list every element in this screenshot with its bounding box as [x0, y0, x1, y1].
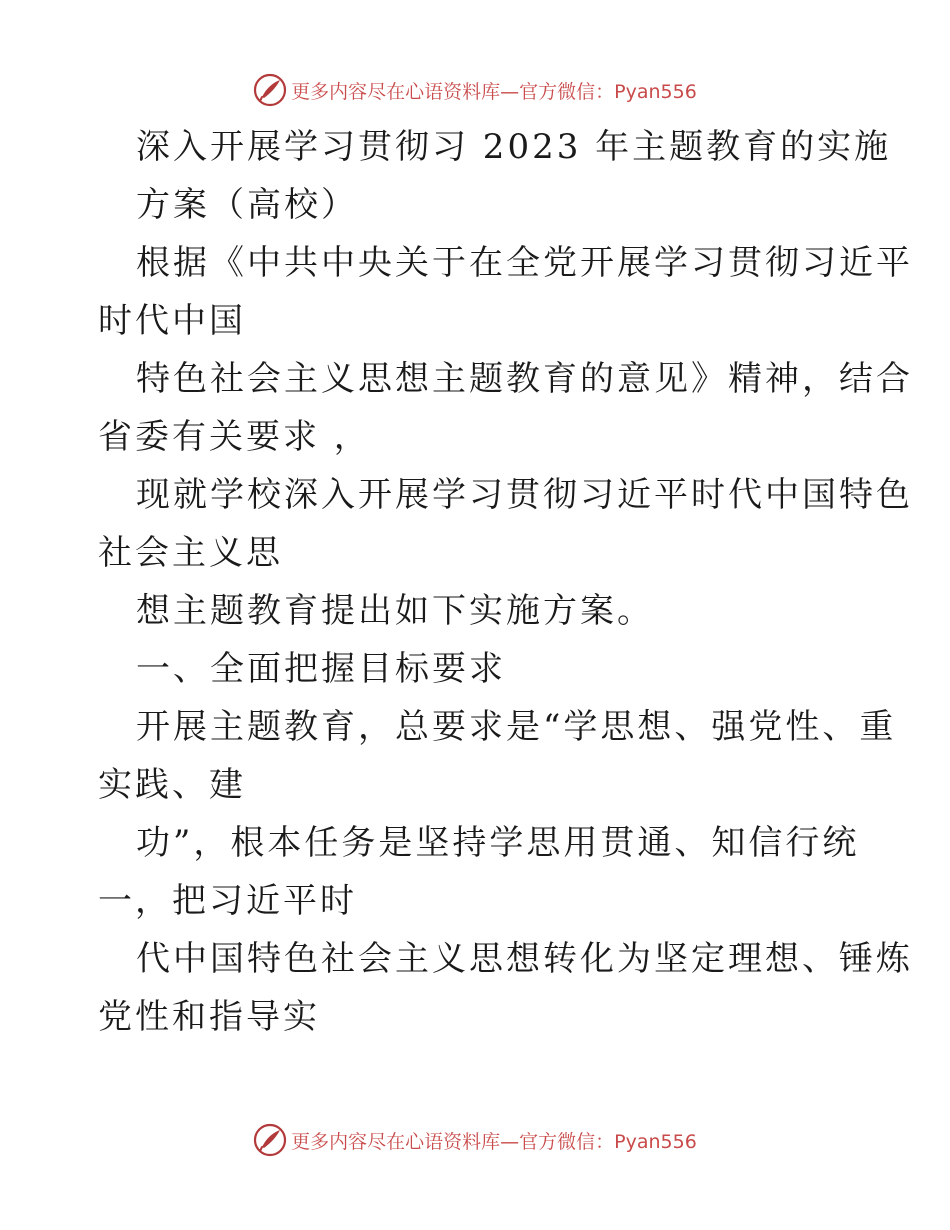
paragraph-line: 代中国特色社会主义思想转化为坚定理想、锤炼: [136, 939, 913, 979]
watermark-header: [0, 70, 950, 110]
paragraph-line: 功”，根本任务是坚持学思用贯通、知信行统: [136, 823, 860, 863]
watermark-text: 更多内容尽在心语资料库—官方微信：Pyan556: [291, 80, 697, 103]
paragraph-line: 社会主义思: [98, 533, 283, 573]
paragraph-line: 根据《中共中央关于在全党开展学习贯彻习近平: [136, 243, 913, 283]
paragraph-line: 一，把习近平时: [98, 881, 357, 921]
paragraph-line: 实践、建: [98, 765, 246, 805]
quill-logo-icon: [253, 73, 287, 107]
document-body: [98, 118, 913, 1046]
doc-title-line-1: 深入开展学习贯彻习 2023 年主题教育的实施: [136, 127, 892, 167]
watermark-text: 更多内容尽在心语资料库—官方微信：Pyan556: [291, 1130, 697, 1153]
paragraph-line: 现就学校深入开展学习贯彻习近平时代中国特色: [136, 475, 913, 515]
doc-title-line-2: 方案（高校）: [136, 185, 358, 225]
paragraph-line: 想主题教育提出如下实施方案。: [136, 591, 654, 631]
paragraph-line: 开展主题教育，总要求是“学思想、强党性、重: [136, 707, 897, 747]
quill-logo-icon: [253, 1123, 287, 1157]
paragraph-line: 时代中国: [98, 301, 246, 341]
section-heading: 一、全面把握目标要求: [136, 649, 506, 689]
watermark-footer: [0, 1120, 950, 1160]
paragraph-line: 省委有关要求 ，: [98, 417, 371, 457]
paragraph-line: 党性和指导实: [98, 997, 320, 1037]
paragraph-line: 特色社会主义思想主题教育的意见》精神，结合: [136, 359, 913, 399]
